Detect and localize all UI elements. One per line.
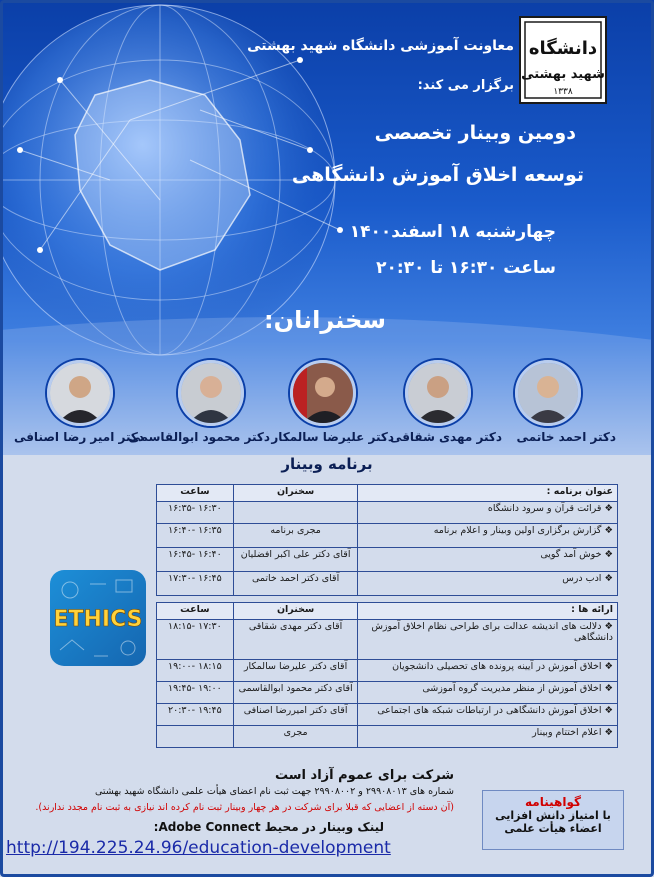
speaker-name: دکتر احمد خاتمی bbox=[516, 430, 616, 444]
table-row: ❖ قرائت قرآن و سرود دانشگاه ۱۶:۳۵- ۱۶:۳۰ bbox=[157, 502, 618, 524]
speaker-name: دکتر امیر رضا اصنافی bbox=[13, 430, 144, 444]
table-row: ❖ اخلاق آموزش از منظر مدیریت گروه آموزشی آقای دکتر محمود ابوالقاسمی ۱۹:۴۵- ۱۹:۰۰ bbox=[157, 682, 618, 704]
badge-line2: با امتیاز دانش افزایی bbox=[495, 809, 611, 822]
col-header-speaker: سخنران bbox=[233, 485, 358, 502]
logo-text-main: دانشگاه bbox=[528, 38, 598, 59]
col-header-topic: ارائه ها : bbox=[358, 603, 618, 620]
table-row: ❖ گزارش برگزاری اولین وبینار و اعلام برنامه مجری برنامه ۱۶:۴۰- ۱۶:۳۵ bbox=[157, 524, 618, 548]
webinar-link[interactable]: http://194.225.24.96/education-development bbox=[6, 838, 391, 858]
col-header-topic: عنوان برنامه : bbox=[358, 485, 618, 502]
badge-title: گواهینامه bbox=[525, 795, 581, 809]
speaker-name: دکتر مهدی شقاقی bbox=[389, 430, 502, 444]
webinar-time: ساعت ۱۶:۳۰ تا ۲۰:۳۰ bbox=[376, 258, 556, 278]
col-header-time: ساعت bbox=[157, 485, 234, 502]
logo-year: ۱۳۳۸ bbox=[553, 87, 573, 97]
webinar-date: چهارشنبه ۱۸ اسفند۱۴۰۰ bbox=[349, 222, 556, 242]
registration-note: (آن دسته از اعضایی که قبلا برای شرکت در هر چهار وبینار ثبت نام کرده اند نیازی به ثبت نام مجدد ندارند). bbox=[35, 802, 454, 813]
speaker-name: دکتر علیرضا سالمکار bbox=[271, 430, 394, 444]
table-row: ❖ ادب درس آقای دکتر احمد خاتمی ۱۷:۳۰- ۱۶:۴۵ bbox=[157, 572, 618, 596]
badge-line3: اعضاء هیأت علمی bbox=[504, 822, 602, 835]
table-row: ❖ خوش آمد گویی آقای دکتر علی اکبر افضلیان ۱۶:۴۵- ۱۶:۴۰ bbox=[157, 548, 618, 572]
program-title: برنامه وبینار bbox=[281, 455, 373, 473]
table-row: ❖ اخلاق آموزش دانشگاهی در ارتباطات شبکه های اجتماعی آقای دکتر امیررضا اصنافی ۲۰:۳۰- ۱۹:۴۵ bbox=[157, 704, 618, 726]
table-row: ❖ دلالت های اندیشه عدالت برای طراحی نظام اخلاق آموزش دانشگاهی آقای دکتر مهدی شقاقی ۱۸:۱۵- ۱۷:۳۰ bbox=[157, 620, 618, 660]
link-label: لینک وبینار در محیط Adobe Connect: bbox=[153, 820, 384, 834]
ethics-word: ETHICS bbox=[53, 607, 143, 632]
col-header-time: ساعت bbox=[157, 603, 234, 620]
webinar-title-line2: توسعه اخلاق آموزش دانشگاهی bbox=[291, 164, 584, 186]
organizes-label: برگزار می کند: bbox=[417, 78, 514, 93]
free-entry-text: شرکت برای عموم آزاد است bbox=[275, 768, 454, 783]
speakers-heading: سخنرانان: bbox=[264, 306, 386, 334]
table-row: ❖ اخلاق آموزش در آیینه پرونده های تحصیلی دانشجویان آقای دکتر علیرضا سالمکار ۱۹:۰۰- ۱۸:۱۵ bbox=[157, 660, 618, 682]
col-header-speaker: سخنران bbox=[233, 603, 358, 620]
speaker-name: دکتر محمود ابوالقاسمی bbox=[128, 430, 270, 444]
webinar-title-line1: دومین وبینار تخصصی bbox=[374, 122, 576, 144]
logo-text-sub: شهید بهشتی bbox=[521, 67, 605, 82]
organizer-name: معاونت آموزشی دانشگاه شهید بهشتی bbox=[247, 38, 514, 54]
registration-numbers: شماره های ۲۹۹۰۸۰۱۳ و ۲۹۹۰۸۰۰۲ جهت ثبت نام اعضای هیأت علمی دانشگاه شهید بهشتی bbox=[94, 786, 454, 797]
table-row: ❖ اعلام اختتام وبینار مجری bbox=[157, 726, 618, 748]
